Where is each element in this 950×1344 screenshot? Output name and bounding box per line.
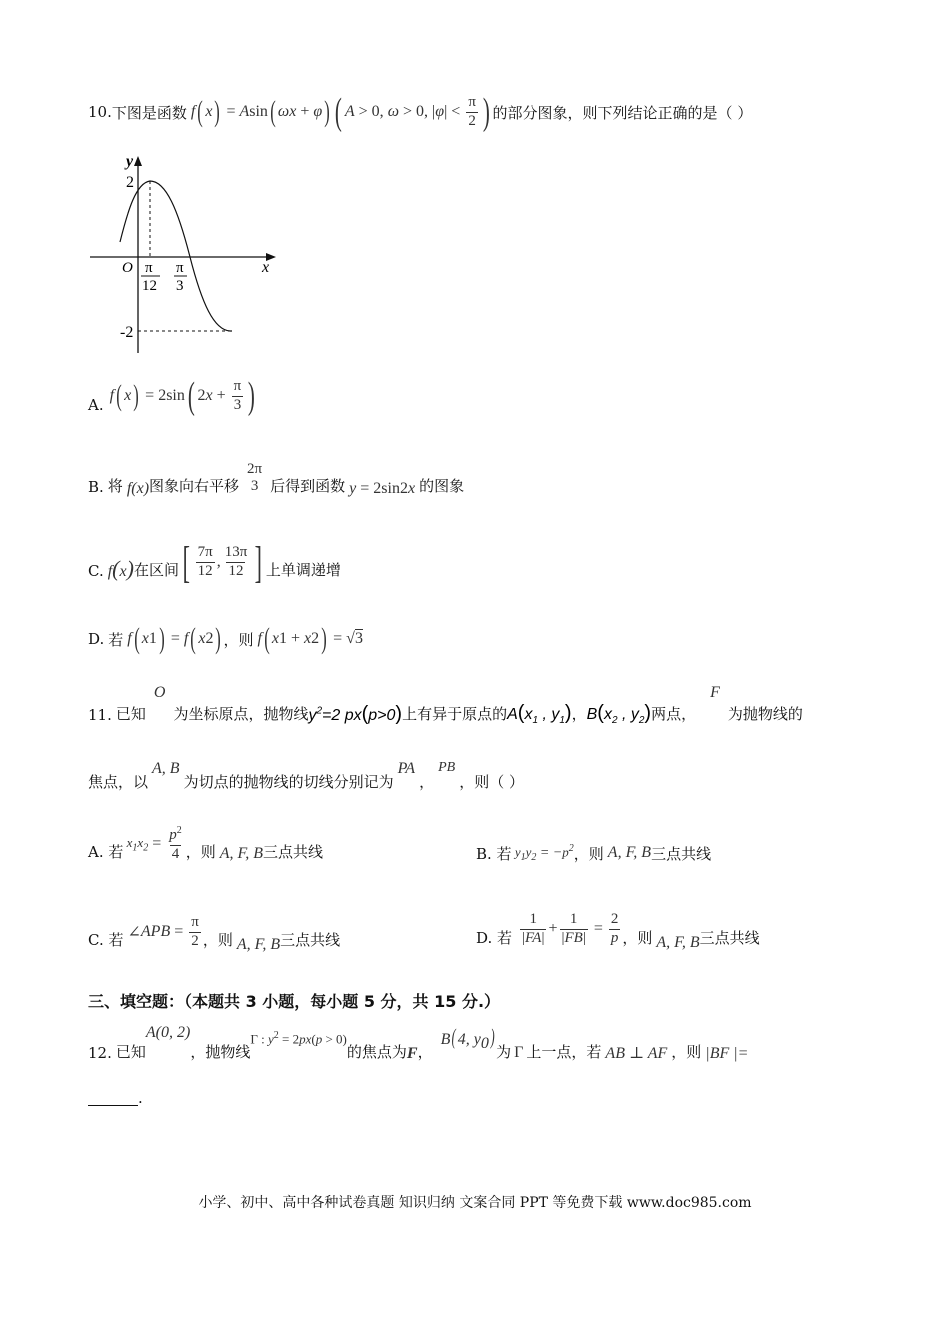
q12-answer-line [88, 1086, 143, 1110]
q11-text4: ， [571, 705, 587, 723]
tick2-denominator: 3 [176, 278, 184, 294]
option-d-result: f ( x 1 + x 2 ) = √3 [253, 622, 363, 655]
q11-parabola: $y^2=2$ px(p>0) [308, 703, 403, 725]
option-c-text1: 在区间 [133, 561, 179, 579]
q11-opt-d-points: A, F, B [652, 934, 700, 951]
q12-perpendicular: AB ⊥ AF [601, 1045, 672, 1062]
q11-tangent-PA: PA [397, 760, 416, 777]
y-bottom-label: -2 [120, 324, 134, 341]
q11-option-d [476, 900, 760, 958]
option-b-target: y = 2sin2x [349, 480, 416, 497]
q11-opt-c-condition: ∠ APB = $\frac{\pi}{2}$ [123, 914, 199, 949]
q10-option-a [88, 370, 258, 422]
q12-focus-F: F [406, 1045, 418, 1062]
q12-line [88, 1024, 748, 1066]
q11-line2-b: 为切点的抛物线的切线分别记为 [183, 773, 394, 791]
q10-option-b [88, 452, 464, 504]
option-b-text4: 的图象 [419, 477, 465, 495]
q11-line2-a: 焦点，以 [88, 773, 149, 791]
q12-point-A: A(0, 2) [145, 1024, 191, 1041]
q12-text5: 为 [496, 1043, 512, 1061]
tick2-numerator: π [176, 260, 184, 276]
section3-title: 三、填空题：（本题共 3 小题，每小题 5 分，共 15 分.） [88, 991, 501, 1011]
tick1-denominator: 12 [142, 278, 157, 294]
q10-stem [88, 84, 752, 140]
q12-point-B: B( 4, $y_0$) [440, 1024, 495, 1053]
q10-option-d [88, 622, 363, 656]
q11-tangent-PB: PB [438, 760, 456, 775]
q10-sine-graph [82, 150, 282, 360]
option-c-fx: f(x) [103, 556, 134, 581]
q11-opt-d-condition: $\frac{1}{|FA|}$ + $\frac{1}{|FB|}$ = $\frac{2}{p}$ [522, 911, 619, 946]
tick1-numerator: π [145, 260, 153, 276]
option-c-text2: 上单调递增 [265, 561, 341, 579]
q12-number: 12. [88, 1044, 112, 1062]
q10-number: 10. [88, 103, 112, 121]
option-c-label: C. [88, 562, 104, 580]
q11-option-b [476, 838, 711, 868]
option-b-fx: f(x) [122, 480, 150, 497]
q11-opt-b-tail: 三点共线 [651, 844, 712, 863]
y-top-label: 2 [126, 174, 134, 191]
option-b-text1: 将 [107, 477, 123, 495]
q11-option-c [88, 906, 340, 958]
q11-text3: 上有异于原点的 [402, 705, 508, 723]
q12-gamma: Γ [514, 1044, 524, 1061]
option-b-text2: 图象向右平移 [149, 477, 240, 495]
q11-line1 [88, 684, 803, 728]
q11-opt-b-end: ，则 [573, 844, 604, 863]
q12-text3: 的焦点为 [346, 1043, 407, 1061]
x-axis-label: x [262, 259, 270, 276]
q11-opt-b-label: B. 若 [476, 844, 512, 863]
option-d-condition: f ( x 1 ) = f ( x 2 ) [123, 622, 222, 655]
q11-opt-b-condition: $y_1y_2 = -p^2$ [511, 843, 574, 863]
q11-tangent-points: A, B [152, 760, 180, 777]
q11-opt-a-tail: 三点共线 [263, 843, 324, 861]
q11-line2 [88, 760, 524, 796]
option-d-text2: ，则 [223, 630, 254, 649]
q12-text4: ， [417, 1043, 433, 1061]
option-a-label: A. [88, 396, 104, 414]
q10-stem-before: 下图是函数 [111, 103, 187, 122]
q11-number: 11. [88, 706, 112, 724]
q10-function-formula: f ( x ) = A sin ( ωx + φ ) ( A > 0, ω > 0, | φ | < $\frac{\pi}{2}$ ) [186, 91, 490, 133]
option-c-interval: [ $\frac{7\pi}{12}$ , $\frac{13\pi}{12}$ ] [182, 537, 263, 587]
q11-opt-a-end: ，则 [185, 843, 216, 861]
q12-parabola: Γ : $y^2 = 2px(p > 0)$ [250, 1030, 347, 1047]
q11-text6: 为抛物线的 [727, 705, 803, 723]
footer-text: 小学、初中、高中各种试卷真题 知识归纳 文案合同 PPT 等免费下载 www.doc985.com [198, 1195, 752, 1211]
origin-label: O [122, 260, 133, 276]
q11-opt-a-points: A, F, B [215, 845, 263, 862]
q10-option-c [88, 536, 341, 588]
option-a-formula: f ( x ) = 2sin ( 2 x + $\frac{\pi}{3}$ ) [109, 375, 256, 417]
q11-origin-O: O [153, 684, 166, 701]
q11-line2-d: ，则（ ） [459, 773, 524, 791]
q11-text5: 两点， [651, 705, 697, 723]
q11-opt-c-label: C. 若 [88, 931, 124, 949]
option-d-label: D. [88, 630, 105, 648]
q12-text2: ，抛物线 [190, 1043, 251, 1061]
y-axis-label: y [126, 153, 134, 170]
q11-opt-d-tail: 三点共线 [699, 929, 760, 947]
q11-opt-c-tail: 三点共线 [280, 931, 341, 949]
q12-text7: ，则 [671, 1043, 702, 1061]
sine-curve [120, 181, 232, 331]
q12-text6: 上一点，若 [526, 1043, 602, 1061]
q11-opt-b-points: A, F, B [603, 844, 652, 861]
q10-stem-after: 的部分图象，则下列结论正确的是（ ） [492, 103, 753, 122]
q11-text1: 已知 [115, 705, 146, 723]
option-b-shift: 2π 3 [247, 460, 263, 494]
q11-opt-d-label: D. 若 [476, 929, 513, 947]
q12-answer-blank[interactable] [88, 1091, 138, 1106]
option-d-text1: 若 [108, 630, 124, 649]
q11-line2-c: ， [419, 773, 435, 791]
q12-end: . [138, 1089, 143, 1107]
q11-point-B: $B(x_2$ , $y_2$) [586, 701, 652, 726]
q11-opt-a-label: A. 若 [88, 843, 124, 861]
q11-opt-d-end: ，则 [622, 929, 653, 947]
q11-text2: 为坐标原点，抛物线 [173, 705, 309, 723]
q12-bf: |BF |= [705, 1045, 749, 1062]
q11-point-A: $A(x_1$ , $y_1$) [507, 701, 572, 726]
q12-text1: 已知 [115, 1043, 146, 1061]
y-axis-arrow [134, 156, 142, 166]
option-b-label: B. [88, 478, 104, 496]
q11-opt-a-condition: $x_1x_2$ = $\frac{p^2}{4}$ [123, 825, 182, 862]
q11-option-a [88, 820, 323, 868]
option-b-text3: 后得到函数 [270, 477, 346, 495]
q11-focus-F: F [710, 684, 720, 701]
q11-opt-c-end: ，则 [202, 931, 233, 949]
q11-opt-c-points: A, F, B [232, 936, 281, 953]
